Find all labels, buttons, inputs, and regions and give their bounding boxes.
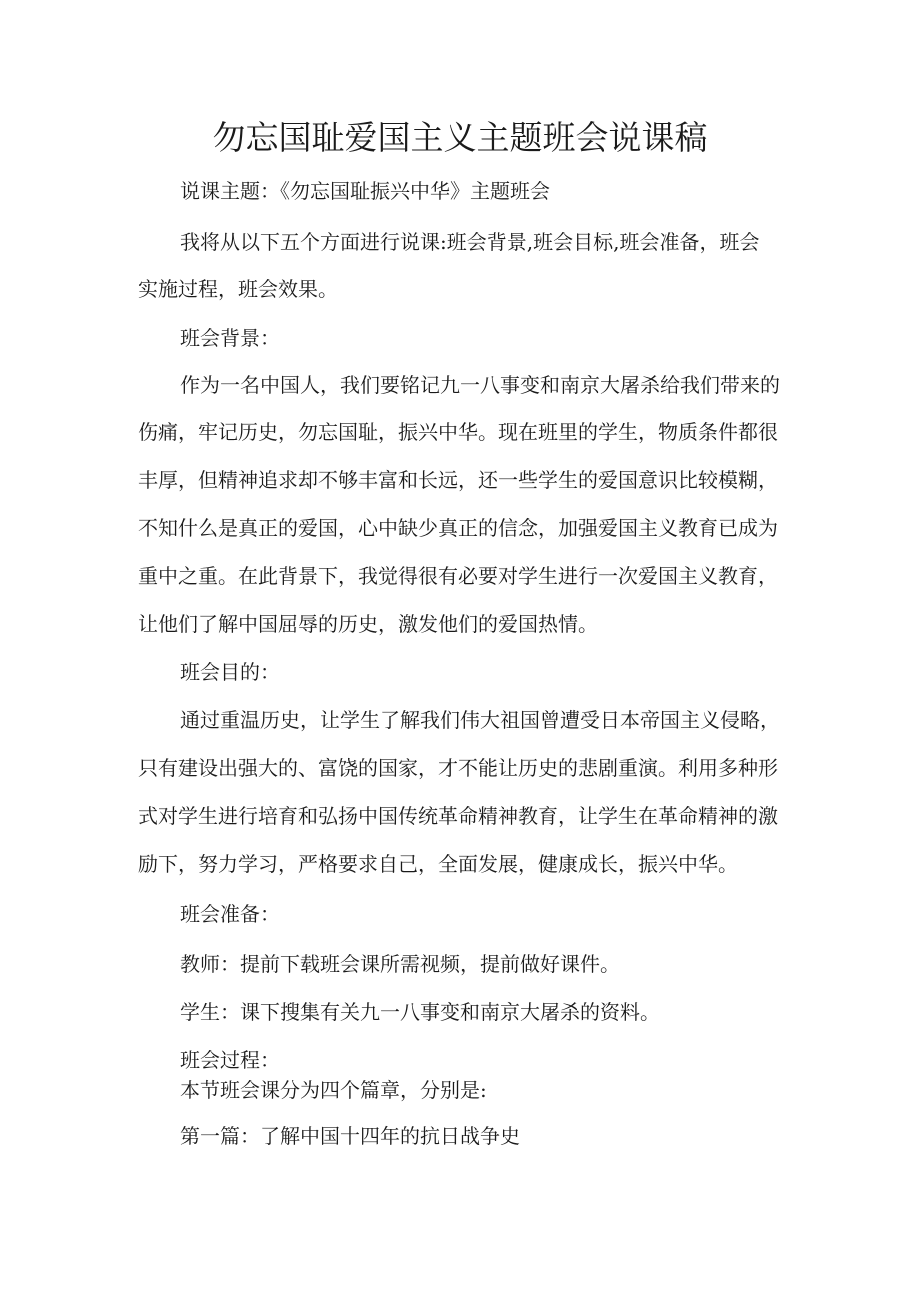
paragraph-line: 班会过程： bbox=[180, 1048, 280, 1072]
paragraph-line: 实施过程，班会效果。 bbox=[138, 277, 338, 301]
paragraph-line: 说课主题：《勿忘国耻振兴中华》主题班会 bbox=[180, 179, 550, 203]
paragraph-line: 伤痛，牢记历史，勿忘国耻，振兴中华。现在班里的学生，物质条件都很 bbox=[138, 420, 778, 444]
paragraph-line: 班会目的： bbox=[180, 660, 280, 684]
paragraph-line: 第一篇：了解中国十四年的抗日战争史 bbox=[180, 1124, 520, 1148]
paragraph-line: 式对学生进行培育和弘扬中国传统革命精神教育，让学生在革命精神的激 bbox=[138, 804, 778, 828]
paragraph-line: 班会准备： bbox=[180, 902, 280, 926]
paragraph-line: 本节班会课分为四个篇章，分别是: bbox=[180, 1078, 487, 1102]
paragraph-line: 丰厚，但精神追求却不够丰富和长远，还一些学生的爱国意识比较模糊， bbox=[138, 468, 778, 492]
paragraph-line: 重中之重。在此背景下，我觉得很有必要对学生进行一次爱国主义教育， bbox=[138, 564, 778, 588]
paragraph-line: 让他们了解中国屈辱的历史，激发他们的爱国热情。 bbox=[138, 612, 598, 636]
paragraph-line: 只有建设出强大的、富饶的国家，才不能让历史的悲剧重演。利用多种形 bbox=[138, 756, 778, 780]
paragraph-line: 学生：课下搜集有关九一八事变和南京大屠杀的资料。 bbox=[180, 1000, 660, 1024]
paragraph-line: 教师：提前下载班会课所需视频，提前做好课件。 bbox=[180, 952, 620, 976]
paragraph-line: 通过重温历史，让学生了解我们伟大祖国曾遭受日本帝国主义侵略， bbox=[180, 708, 780, 732]
paragraph-line: 作为一名中国人，我们要铭记九一八事变和南京大屠杀给我们带来的 bbox=[180, 373, 780, 397]
paragraph-line: 励下，努力学习，严格要求自己，全面发展，健康成长，振兴中华。 bbox=[138, 852, 738, 876]
paragraph-line: 班会背景： bbox=[180, 326, 280, 350]
document-title: 勿忘国耻爱国主义主题班会说课稿 bbox=[212, 118, 708, 157]
paragraph-line: 我将从以下五个方面进行说课:班会背景,班会目标,班会准备，班会 bbox=[180, 230, 760, 254]
paragraph-line: 不知什么是真正的爱国，心中缺少真正的信念，加强爱国主义教育已成为 bbox=[138, 516, 778, 540]
